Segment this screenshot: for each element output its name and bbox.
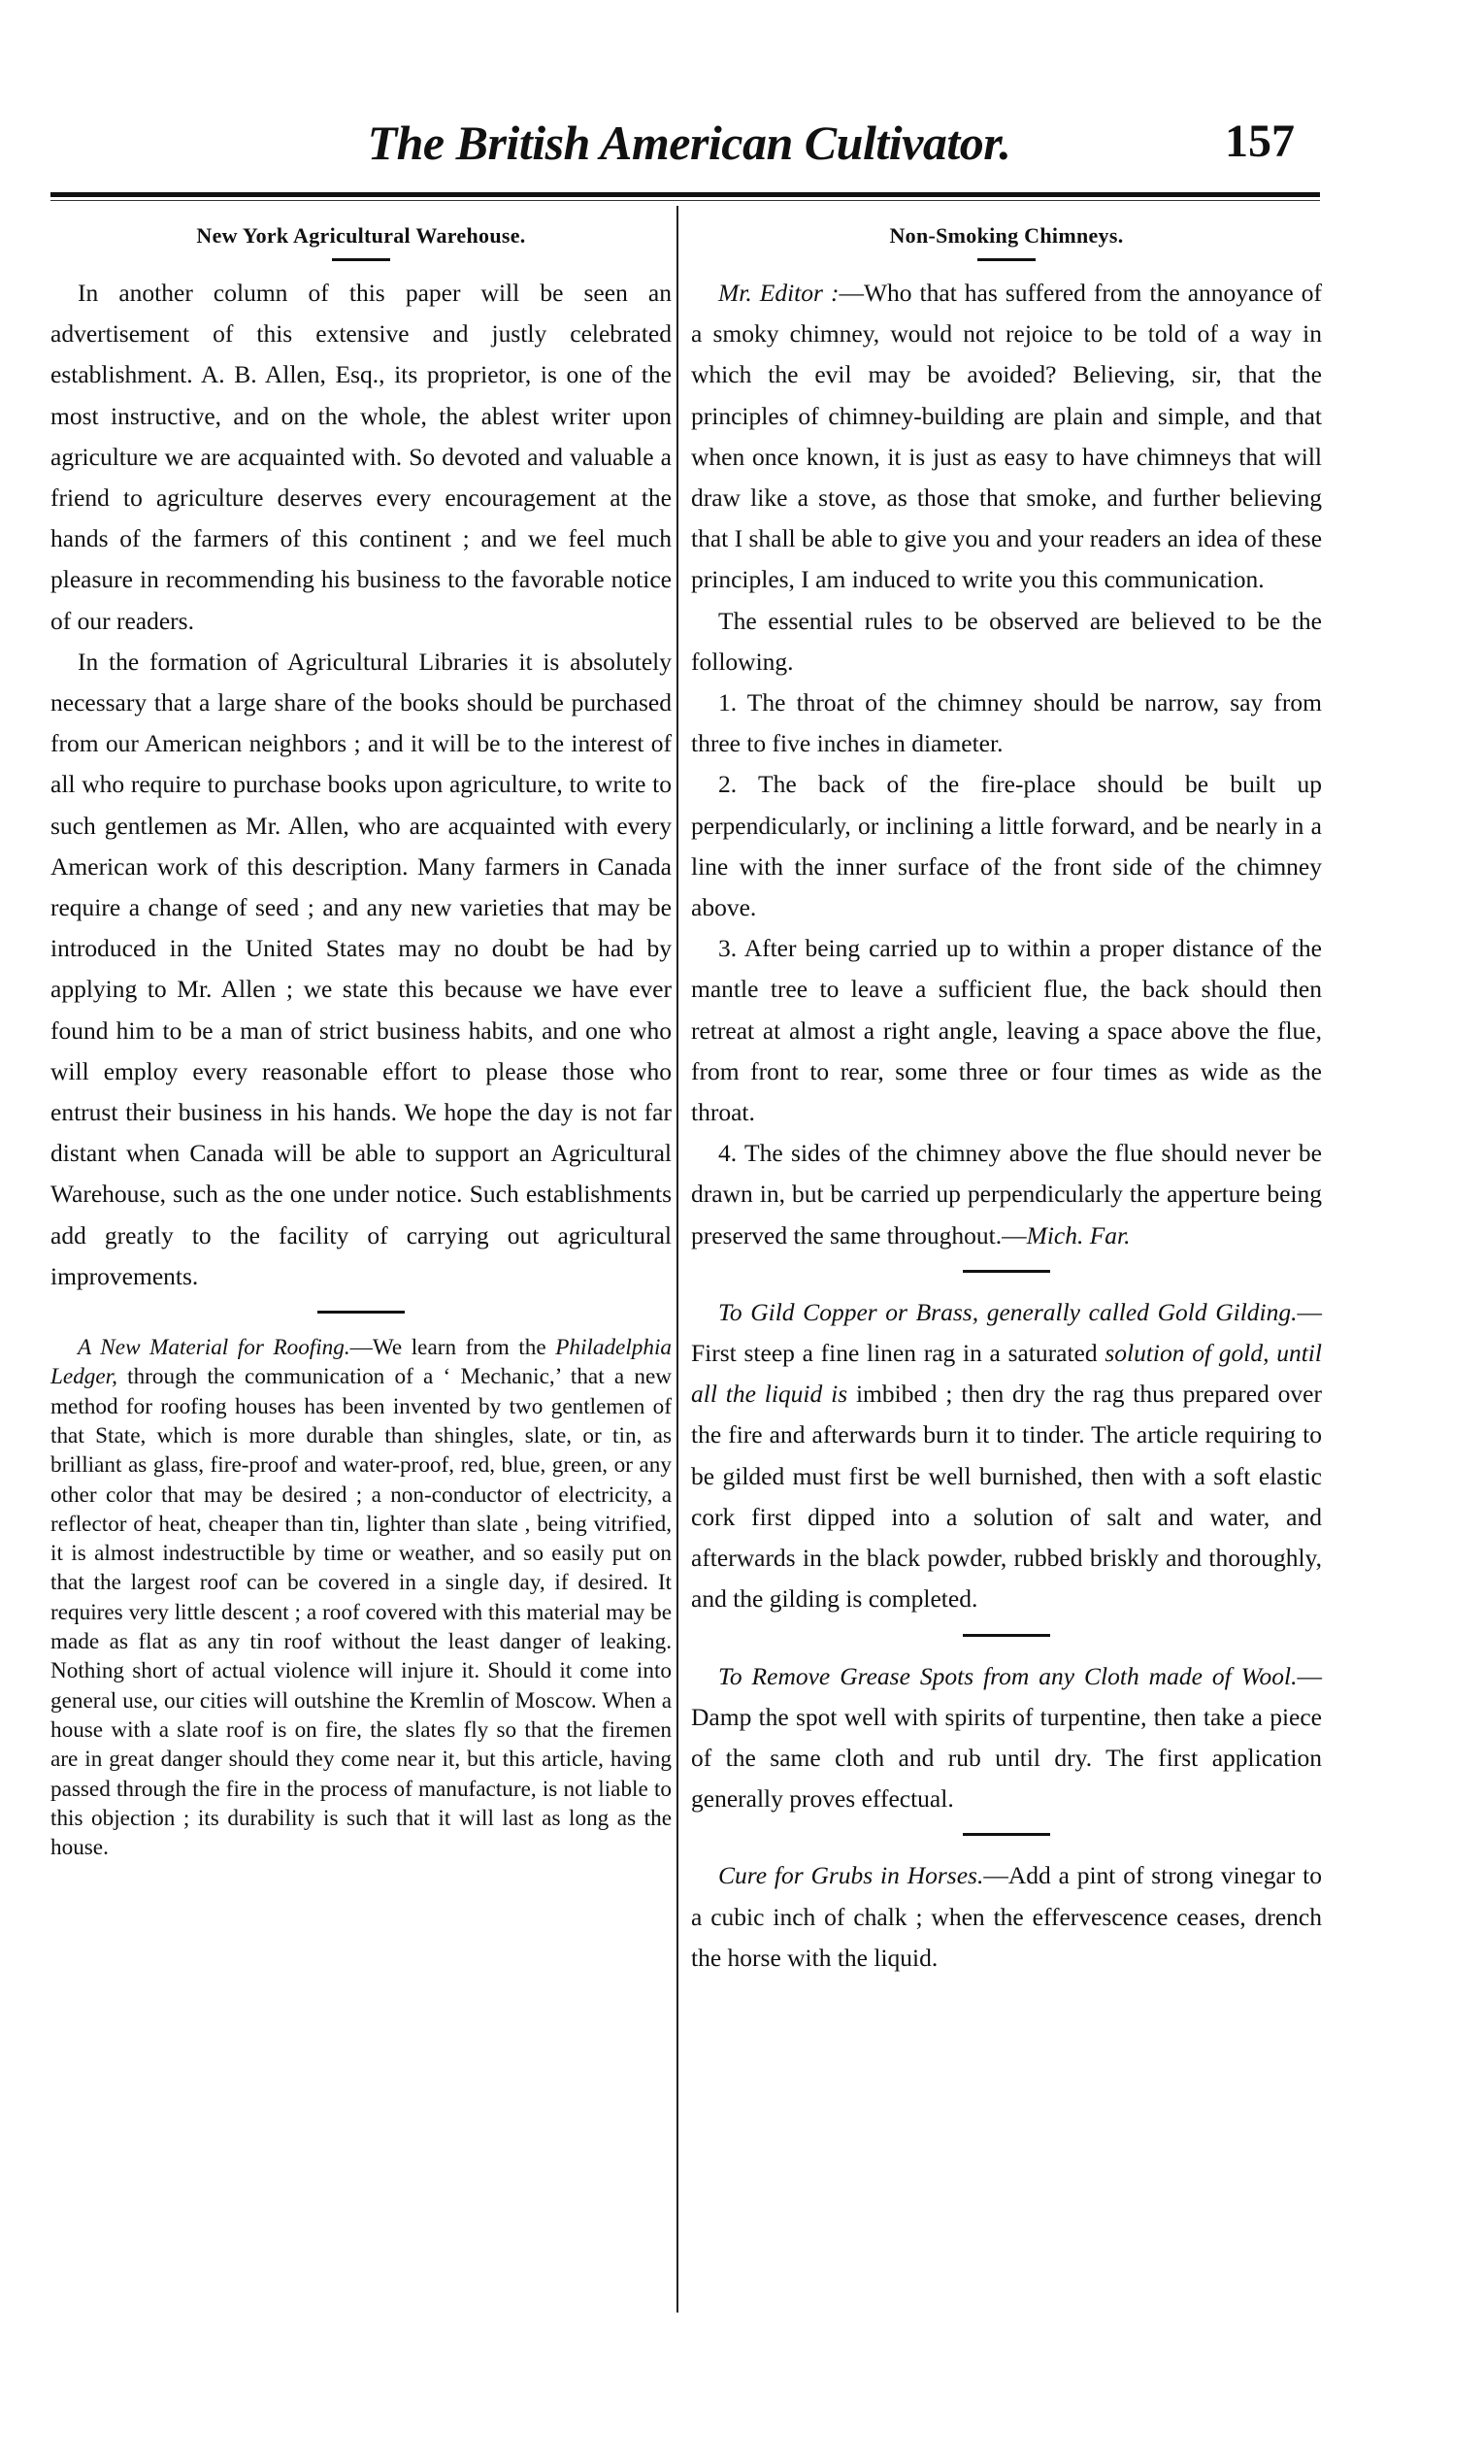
paragraph (50, 1333, 672, 1862)
text-run: —Damp the spot well with spirits of turpentine, then take a piece of the same cloth and rub until dry. The first application generally proves effectual. (691, 1661, 1322, 1814)
text-run-italic: solution of gold, until all the liquid is (691, 1339, 1322, 1409)
article-roofing (50, 1333, 672, 1862)
heading-rule (977, 258, 1036, 261)
paragraph (691, 273, 1322, 601)
paragraph: In the formation of Agricultural Libraries it is absolutely necessary that a large share of the books should be purchased from our American neighbors ; and it will be to the interest of all who require to purchase books upon agriculture, to write to such gentlemen as Mr. Allen, who are acquainted with every American work of this description. Many farmers in Canada require a change of seed ; and any new varieties that may be introduced in the United States may no doubt be had by applying to Mr. Allen ; we state this because we have ever found him to be a man of strict business habits, and one who will employ every reasonable effort to please those who entrust their business in his hands. We hope the day is not far distant when Canada will be able to support an Agricultural Warehouse, such as the one under notice. Such establishments add greatly to the facility of carrying out agricultural improvements. (50, 647, 672, 1290)
paragraph: In another column of this paper will be seen an advertisement of this extensive and justly celebrated establishment. A. B. Allen, Esq., its proprietor, is one of the most instructive, and on the whole, the ablest writer upon agriculture we are acquainted with. So devoted and valuable a friend to agriculture deserves every encouragement at the hands of the farmers of this continent ; and we feel much pleasure in recommending his business to the favorable notice of our readers. (50, 279, 672, 635)
text-run: imbibed ; then dry the rag thus prepared over the fire and afterwards burn it to tinder. The article requiring to be gilded must first be well burnished, then with a soft elastic cork first dipped into a solution of salt and water, and afterwards in the black powder, rubbed briskly and thoroughly, and the gilding is completed. (691, 1380, 1322, 1614)
left-column (50, 223, 672, 1862)
article-warehouse (50, 223, 672, 1297)
article-title: Cure for Grubs in Horses. (718, 1861, 984, 1890)
article-title: To Gild Copper or Brass, generally called Gold Gilding. (718, 1297, 1298, 1326)
article-title: A New Material for Roofing. (78, 1335, 350, 1361)
article-separator (963, 1634, 1050, 1637)
rule-item: 3. After being carried up to within a proper distance of the mantle tree to leave a sufficient flue, the back should then retreat at almost a right angle, leaving a space above the flue, from front to rear, some three or four times as wide as the throat. (691, 934, 1322, 1127)
paragraph (691, 1292, 1322, 1620)
page-header (0, 115, 1484, 173)
right-column (691, 223, 1322, 1979)
rule-item: 2. The back of the fire-place should be built up perpendicularly, or inclining a little forward, and be nearly in a line with the inner surface of the front side of the chimney above. (691, 770, 1322, 922)
text-run: —First steep a fine linen rag in a saturated (691, 1297, 1322, 1368)
paragraph (691, 1656, 1322, 1820)
text-run: from the (465, 1335, 556, 1361)
article-separator (963, 1270, 1050, 1273)
article-title: To Remove Grease Spots from any Cloth made of Wool. (718, 1661, 1298, 1690)
paragraph: The essential rules to be observed are believed to be the following. (691, 606, 1322, 676)
rule-item (691, 1133, 1322, 1256)
text-run: 4. The sides of the chimney above the flue should never be drawn in, but be carried up perpendicularly the apperture being preserved the same throughout.— (691, 1139, 1322, 1249)
article-grease (691, 1656, 1322, 1820)
article-separator (317, 1311, 405, 1314)
text-run: through the communication of a ‘ Mechanic,’ that a new method for roofing houses has been invented by two gentlemen of that State, which is more durable than shingles, slate, or tin, as brilliant as glass, fire-proof and water-proof, red, blue, green, or any other color that may be desired ; a non-conductor of electricity, a reflector of heat, cheaper than tin, lighter than slate , being vitrified, it is almost indestructible by time or weather, and so easily put on that the largest roof can be covered in a single day, if desired. It requires very little descent ; a roof covered with this material may be made as flat as any tin roof without the least danger of leaking. Nothing short of actual violence will injure it. Should it come into general use, our cities will outshine the Kremlin of Moscow. When a house with a slate roof is on fire, the slates fly so that the firemen are in great danger should they come near it, but this article, having passed through the fire in the process of manufacture, is not liable to this objection ; its durability is such that it will last as long as the house. (50, 1364, 672, 1861)
heading-rule (332, 258, 390, 261)
header-rule (50, 192, 1320, 197)
article-heading: New York Agricultural Warehouse. (196, 223, 526, 248)
signature: Mich. Far. (1026, 1220, 1131, 1249)
paragraph (691, 1855, 1322, 1979)
article-separator (963, 1833, 1050, 1836)
text-run: —Add a pint of strong vinegar to a cubic inch of chalk ; when the effervescence ceases, drench the horse with the liquid. (691, 1861, 1322, 1972)
article-gilding (691, 1292, 1322, 1620)
article-chimneys (691, 223, 1322, 1256)
journal-title: The British American Cultivator. (367, 116, 1011, 170)
text-run: —Who that has suffered from the annoyance of a smoky chimney, would not rejoice to be told of a way in which the evil may be avoided? Believing, sir, that the principles of chimney-building are plain and simple, and that when once known, it is just as easy to have chimneys that will draw like a stove, as those that smoke, and further believing that I shall be able to give you and your readers an idea of these principles, I am induced to write you this communication. (691, 279, 1323, 594)
source-name: Philadelphia Ledger, (50, 1335, 673, 1390)
salutation: Mr. Editor : (718, 279, 840, 307)
text-run: —We learn (349, 1335, 457, 1361)
rule-item: 1. The throat of the chimney should be narrow, say from three to five inches in diameter. (691, 688, 1322, 758)
page-number: 157 (1225, 116, 1295, 167)
article-grubs (691, 1855, 1322, 1979)
column-divider (676, 206, 678, 2313)
header-rule-thin (50, 200, 1320, 201)
article-heading: Non-Smoking Chimneys. (889, 223, 1124, 248)
